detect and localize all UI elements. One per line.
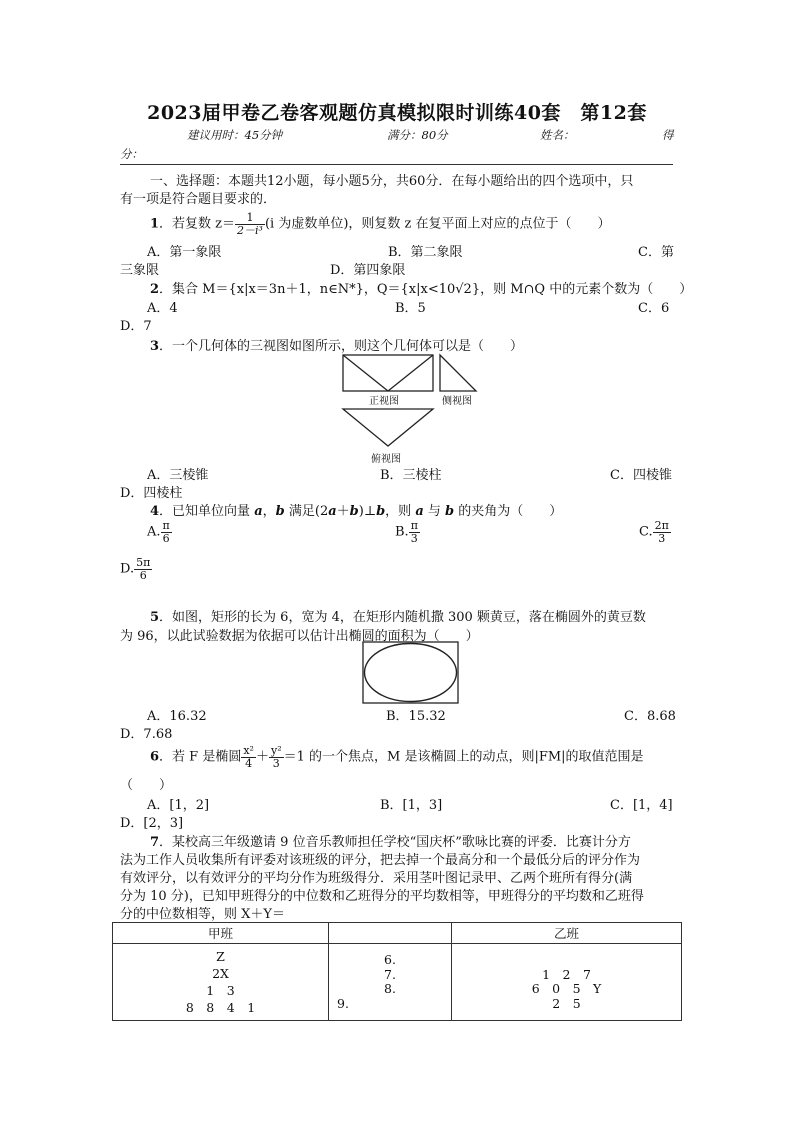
class-b-leaves bbox=[452, 944, 682, 1021]
q4-option-d-label: D. bbox=[120, 561, 135, 577]
q5-stem-line1 bbox=[150, 606, 646, 625]
q4-perp: )⊥ bbox=[358, 504, 377, 519]
q7-stem-line3: 有效评分，以有效评分的平均分作为班级得分．采用茎叶图记录甲、乙两个班所有得分(满 bbox=[120, 871, 633, 886]
q1-frac-den: 2－i³ bbox=[237, 223, 263, 237]
leaf-row: 1 2 7 bbox=[542, 966, 591, 982]
top-view bbox=[343, 409, 433, 446]
q7-text1: ．某校高三年级邀请 9 位音乐教师担任学校“国庆杯”歌咏比赛的评委．比赛计分方 bbox=[159, 835, 631, 850]
q2-text: ．集合 M＝{x|x＝3n＋1，n∈N*}，Q＝{x|x<10√2}，则 M∩Q 中的元素个数为（ ） bbox=[159, 282, 693, 297]
side-view-label: 侧视图 bbox=[442, 396, 472, 407]
q6-option-c: C．[1，4] bbox=[610, 798, 673, 813]
frac-den: 3 bbox=[410, 531, 418, 545]
time-label: 建议用时：45分钟 bbox=[187, 128, 283, 142]
page-title: 2023届甲卷乙卷客观题仿真模拟限时训练40套 第12套 bbox=[147, 102, 647, 124]
q4-number: 4 bbox=[150, 504, 160, 519]
q3-option-b: B．三棱柱 bbox=[380, 468, 442, 483]
q2-stem bbox=[150, 278, 692, 297]
frac-num: 5π bbox=[136, 556, 151, 569]
q6-plus: ＋ bbox=[255, 749, 269, 765]
q2-option-a: A．4 bbox=[147, 301, 178, 316]
q2-option-d: D．7 bbox=[120, 319, 152, 334]
q4-option-c-frac bbox=[653, 520, 671, 544]
q5-stem-line2: 为 96，以此试验数据为依据可以估计出椭圆的面积为（ ） bbox=[120, 629, 479, 644]
frac-num: π bbox=[410, 519, 418, 532]
leaf-row: 8 8 4 1 bbox=[185, 1000, 256, 1015]
q6-option-d: D．[2，3] bbox=[120, 816, 184, 831]
q1-option-d: D．第四象限 bbox=[330, 263, 406, 278]
frac-num: y² bbox=[270, 744, 282, 757]
frac-num: 2π bbox=[654, 519, 669, 532]
vector-b: b bbox=[349, 504, 359, 519]
q4-option-b-frac bbox=[409, 520, 420, 544]
frac-num: π bbox=[162, 519, 170, 532]
q4-option-d-frac bbox=[134, 557, 152, 581]
q4-option-c-label: C. bbox=[639, 524, 653, 540]
class-a-leaves bbox=[113, 944, 329, 1021]
q4-cond-open: 满足(2 bbox=[284, 504, 329, 519]
q6-pre: ．若 F 是椭圆 bbox=[159, 749, 242, 765]
frac-den: 4 bbox=[245, 756, 253, 770]
leaf-row: Z bbox=[216, 949, 225, 964]
q2-number: 2 bbox=[150, 282, 160, 297]
q3-number: 3 bbox=[150, 339, 160, 354]
leaf-row: 2X bbox=[212, 966, 229, 981]
q6-number: 6 bbox=[150, 749, 160, 765]
q3-option-a: A．三棱锥 bbox=[147, 468, 209, 483]
q3-text: ．一个几何体的三视图如图所示，则这个几何体可以是（ ） bbox=[159, 339, 524, 354]
side-view bbox=[440, 355, 476, 391]
front-view-label: 正视图 bbox=[369, 396, 399, 407]
stem-row: 6. bbox=[384, 952, 396, 967]
header-stem bbox=[329, 923, 452, 944]
q4-then: ，则 bbox=[385, 504, 416, 519]
table-body-row bbox=[113, 944, 682, 1021]
q7-stem-line1 bbox=[150, 831, 631, 850]
q1-option-b: B．第二象限 bbox=[388, 245, 463, 260]
q4-option-b-label: B. bbox=[395, 524, 409, 540]
q5-option-c: C．8.68 bbox=[624, 709, 676, 724]
vector-a: a bbox=[415, 504, 424, 519]
ellipse-shape bbox=[365, 644, 457, 702]
frac-num: x² bbox=[243, 744, 254, 757]
q1-option-c: C．第 bbox=[638, 245, 674, 260]
q6-option-b: B．[1，3] bbox=[380, 798, 443, 813]
rectangle-ellipse-figure bbox=[362, 641, 460, 705]
q6-post: ＝1 的一个焦点，M 是该椭圆上的动点，则|FM|的取值范围是 bbox=[283, 749, 644, 765]
score-field-label-b: 分： bbox=[120, 147, 143, 161]
vector-b: b bbox=[275, 504, 285, 519]
q1-post: (i 为虚数单位)，则复数 z 在复平面上对应的点位于（ ） bbox=[264, 216, 611, 232]
header-class-b: 乙班 bbox=[452, 923, 682, 944]
q7-stem-line2: 法为工作人员收集所有评委对该班级的评分，把去掉一个最高分和一个最低分后的评分作为 bbox=[120, 853, 641, 868]
q4-option-c bbox=[639, 520, 671, 544]
leaf-row bbox=[452, 953, 681, 968]
q4-option-a-frac bbox=[161, 520, 172, 544]
q6-paren: （ ） bbox=[120, 778, 173, 793]
stem-row: 9. bbox=[337, 995, 349, 1011]
q4-option-a-label: A. bbox=[147, 524, 161, 540]
name-label: 姓名： bbox=[540, 128, 575, 142]
q4-option-a bbox=[147, 520, 172, 544]
table-header-row bbox=[113, 923, 682, 944]
q2-option-b: B．5 bbox=[395, 301, 426, 316]
q5-text1: ．如图，矩形的长为 6，宽为 4，在矩形内随机撒 300 颗黄豆，落在椭圆外的黄豆数 bbox=[159, 610, 646, 625]
q7-stem-line4: 分为 10 分)，已知甲班得分的中位数和乙班得分的平均数相等，甲班得分的平均数和乙班得 bbox=[120, 889, 644, 904]
frac-den: 6 bbox=[139, 568, 147, 582]
frac-den: 3 bbox=[272, 756, 280, 770]
section-intro-line2: 有一项是符合题目要求的． bbox=[120, 192, 277, 207]
q5-option-d: D．7.68 bbox=[120, 727, 173, 742]
q5-number: 5 bbox=[150, 610, 160, 625]
q7-stem-line5: 分的中位数相等，则 X＋Y＝ bbox=[120, 907, 285, 922]
q4-plus: ＋ bbox=[336, 504, 350, 519]
vector-b: b bbox=[445, 504, 455, 519]
q3-option-c: C．四棱锥 bbox=[610, 468, 672, 483]
stem-column bbox=[329, 944, 452, 1021]
q1-pre: ．若复数 z＝ bbox=[159, 216, 236, 232]
q6-option-a: A．[1，2] bbox=[147, 798, 210, 813]
q1-number: 1 bbox=[150, 216, 160, 232]
stem-leaf-table bbox=[112, 922, 682, 1021]
q1-frac-num: 1 bbox=[235, 212, 265, 225]
front-view bbox=[343, 355, 433, 391]
q6-frac-y bbox=[269, 745, 284, 769]
q1-stem bbox=[150, 212, 611, 236]
q6-stem bbox=[150, 745, 644, 769]
q7-number: 7 bbox=[150, 835, 160, 850]
q4-and: 与 bbox=[423, 504, 446, 519]
section-intro-line1: 一、选择题：本题共12小题，每小题5分，共60分．在每小题给出的四个选项中，只 bbox=[150, 174, 634, 189]
q4-pre: ．已知单位向量 bbox=[159, 504, 255, 519]
header-class-a: 甲班 bbox=[113, 923, 329, 944]
q1-fraction bbox=[235, 212, 265, 236]
rectangle-shape bbox=[363, 642, 458, 703]
header-rule bbox=[120, 164, 673, 165]
q6-frac-x bbox=[241, 745, 256, 769]
q4-sep: ， bbox=[262, 504, 276, 519]
q2-option-c: C．6 bbox=[638, 301, 670, 316]
vector-a: a bbox=[328, 504, 337, 519]
frac-den: 6 bbox=[162, 531, 170, 545]
q4-stem bbox=[150, 500, 562, 519]
stem-row: 7. bbox=[384, 966, 396, 982]
top-view-label: 俯视图 bbox=[371, 454, 401, 465]
q3-option-d: D．四棱柱 bbox=[120, 486, 183, 501]
score-field-label-a: 得 bbox=[662, 128, 674, 142]
vector-b: b bbox=[376, 504, 386, 519]
vector-a: a bbox=[254, 504, 263, 519]
q5-option-a: A．16.32 bbox=[147, 709, 207, 724]
q4-option-d bbox=[120, 557, 152, 581]
q1-option-c-cont: 三象限 bbox=[120, 263, 160, 278]
score-label: 满分：80分 bbox=[387, 128, 448, 142]
stem-row: 8. bbox=[384, 981, 396, 996]
q5-option-b: B．15.32 bbox=[386, 709, 446, 724]
frac-den: 3 bbox=[658, 531, 666, 545]
q4-option-b bbox=[395, 520, 420, 544]
leaf-row: 1 3 bbox=[206, 983, 235, 998]
three-view-figure bbox=[340, 352, 480, 462]
q1-option-a: A．第一象限 bbox=[147, 245, 222, 260]
q4-post: 的夹角为（ ） bbox=[454, 504, 563, 519]
leaf-row: 2 5 bbox=[552, 995, 581, 1011]
leaf-row: 6 0 5 Y bbox=[531, 981, 602, 996]
